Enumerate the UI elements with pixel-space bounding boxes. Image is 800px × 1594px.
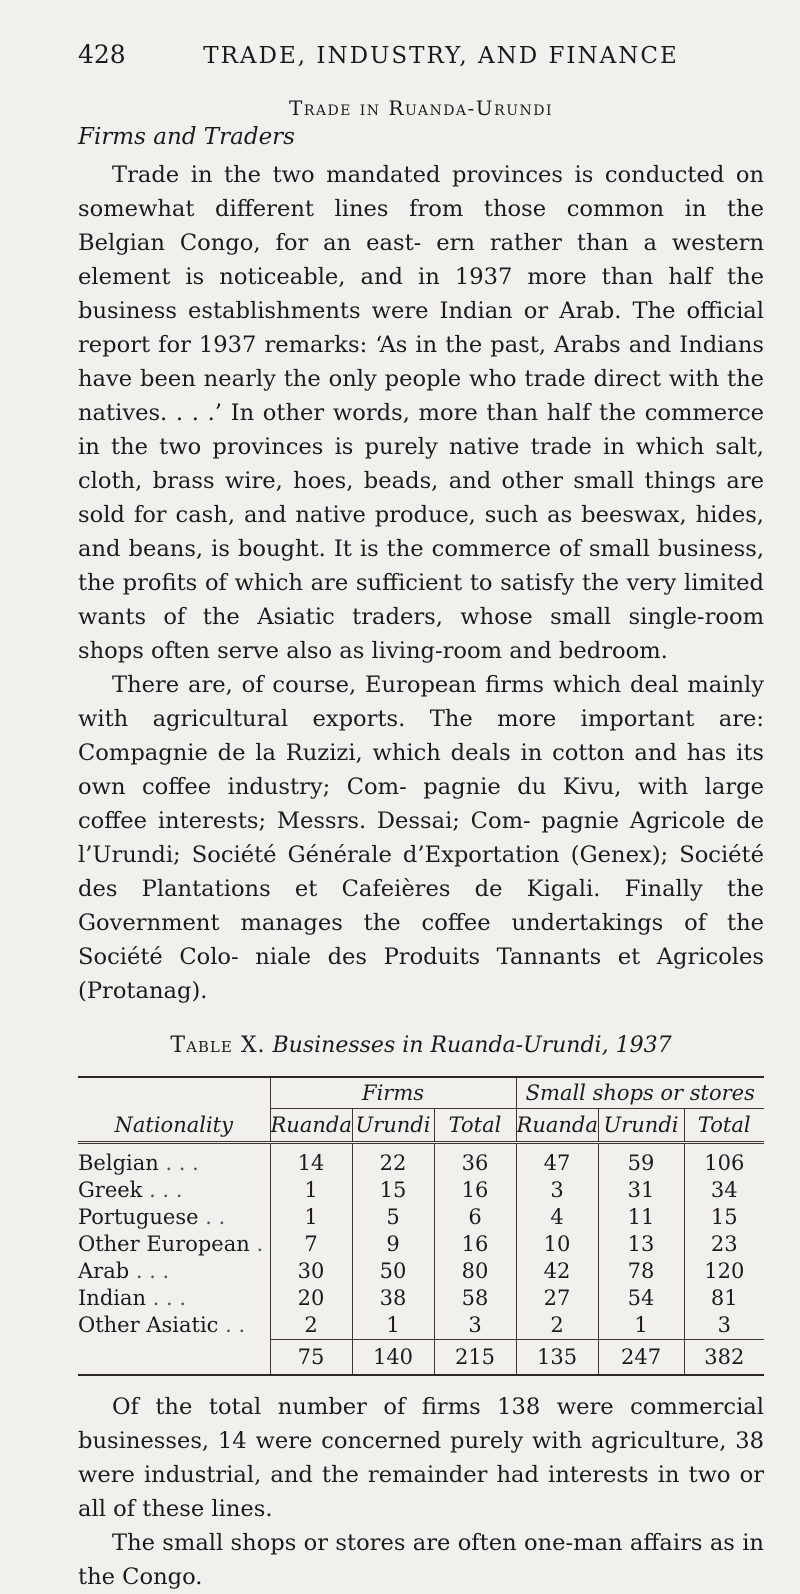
cell: 54 [598,1285,684,1312]
column-header-shops-urundi: Urundi [598,1109,684,1143]
page-number: 428 [78,40,126,69]
cell: 80 [434,1258,516,1285]
column-header-shops-total: Total [684,1109,764,1143]
cell: 1 [598,1312,684,1340]
cell: 15 [684,1204,764,1231]
cell: 3 [434,1312,516,1340]
cell: 36 [434,1143,516,1178]
row-label: Greek . . . [78,1178,183,1202]
cell: 27 [516,1285,598,1312]
cell: 30 [270,1258,352,1285]
table-caption [78,1030,764,1062]
cell: 6 [434,1204,516,1231]
businesses-table [78,1078,764,1374]
table-title: Businesses in Ruanda-Urundi, 1937 [272,1033,672,1058]
cell: 31 [598,1177,684,1204]
cell: 59 [598,1143,684,1178]
subsection-title: Firms and Traders [78,124,295,150]
column-header-shops-ruanda: Ruanda [516,1109,598,1143]
cell: 11 [598,1204,684,1231]
cell: 120 [684,1258,764,1285]
column-header-firms-urundi: Urundi [352,1109,434,1143]
cell: 16 [434,1177,516,1204]
total-cell: 382 [684,1340,764,1375]
table-label: Table X. [170,1033,266,1058]
group-header-shops: Small shops or stores [516,1078,764,1109]
cell: 38 [352,1285,434,1312]
table-row [78,1312,764,1340]
totals-spacer [78,1340,270,1375]
body-paragraph-4: The small shops or stores are often one-man affairs as in the Congo. [78,1530,764,1590]
running-header [78,40,764,84]
total-cell: 75 [270,1340,352,1375]
body-paragraph-3: Of the total number of firms 138 were commercial businesses, 14 were concerned purely with agriculture, 38 were industrial, and the remainder had interests in two or all of these lines. [78,1394,764,1522]
total-cell: 135 [516,1340,598,1375]
cell: 22 [352,1143,434,1178]
cell: 20 [270,1285,352,1312]
cell: 5 [352,1204,434,1231]
cell: 15 [352,1177,434,1204]
section-title: Trade in Ruanda-Urundi [288,96,553,120]
table-row [78,1231,764,1258]
body-paragraph-1: Trade in the two mandated provinces is conducted on somewhat different lines from those common in the Belgian Congo, for an east- ern rather than a western element is noticeable, and in 1937 more than half the business establishments were Indian or Arab. The official report for 1937 remarks: ‘As in the past, Arabs and Indians have been nearly the only people who trade direct with the natives. . . .’ In other words, more than half the commerce in the two provinces is purely native trade in which salt, cloth, brass wire, hoes, beads, and other small things are sold for cash, and native produce, such as beeswax, hides, and beans, is bought. It is the commerce of small business, the profits of which are sufficient to satisfy the very limited wants of the Asiatic traders, whose small single-room shops often serve also as living-room and bedroom. [78,162,764,664]
column-header-firms-ruanda: Ruanda [270,1109,352,1143]
cell: 1 [270,1177,352,1204]
column-header-nationality: Nationality [78,1109,270,1143]
row-label: Portuguese . . [78,1205,226,1229]
book-page [78,40,764,1594]
row-label: Other European . [78,1232,264,1256]
cell: 3 [684,1312,764,1340]
header-spacer [78,1078,270,1109]
cell: 10 [516,1231,598,1258]
cell: 3 [516,1177,598,1204]
cell: 106 [684,1143,764,1178]
column-header-firms-total: Total [434,1109,516,1143]
cell: 13 [598,1231,684,1258]
cell: 58 [434,1285,516,1312]
cell: 4 [516,1204,598,1231]
cell: 78 [598,1258,684,1285]
cell: 1 [352,1312,434,1340]
cell: 23 [684,1231,764,1258]
cell: 50 [352,1258,434,1285]
table-row [78,1258,764,1285]
table-bottom-rule [78,1374,764,1376]
body-paragraph-2: There are, of course, European firms which deal mainly with agricultural exports. The more important are: Compagnie de la Ruzizi, which deals in cotton and has its own coffee industry; Com- pagnie du Kivu, with large coffee interests; Messrs. Dessai; Com- pagnie Agricole de l’Urundi; Société Générale d’Exportation (Genex); Société des Plantations et Cafeières de Kigali. Finally the Government manages the coffee undertakings of the Société Colo- niale des Produits Tannants et Agricoles (Protanag). [78,672,764,1004]
totals-row [78,1340,764,1375]
running-title: TRADE, INDUSTRY, AND FINANCE [203,43,679,69]
cell: 2 [516,1312,598,1340]
group-header-firms: Firms [270,1078,516,1109]
table-row [78,1143,764,1178]
cell: 47 [516,1143,598,1178]
table-row [78,1177,764,1204]
cell: 9 [352,1231,434,1258]
row-label: Other Asiatic . . [78,1313,246,1338]
total-cell: 247 [598,1340,684,1375]
cell: 34 [684,1177,764,1204]
total-cell: 140 [352,1340,434,1375]
cell: 81 [684,1285,764,1312]
cell: 42 [516,1258,598,1285]
total-cell: 215 [434,1340,516,1375]
cell: 2 [270,1312,352,1340]
table-row [78,1204,764,1231]
cell: 14 [270,1143,352,1178]
row-label: Arab . . . [78,1259,170,1283]
row-label: Indian . . . [78,1286,187,1310]
table-row [78,1285,764,1312]
cell: 1 [270,1204,352,1231]
cell: 16 [434,1231,516,1258]
cell: 7 [270,1231,352,1258]
row-label: Belgian . . . [78,1151,199,1175]
